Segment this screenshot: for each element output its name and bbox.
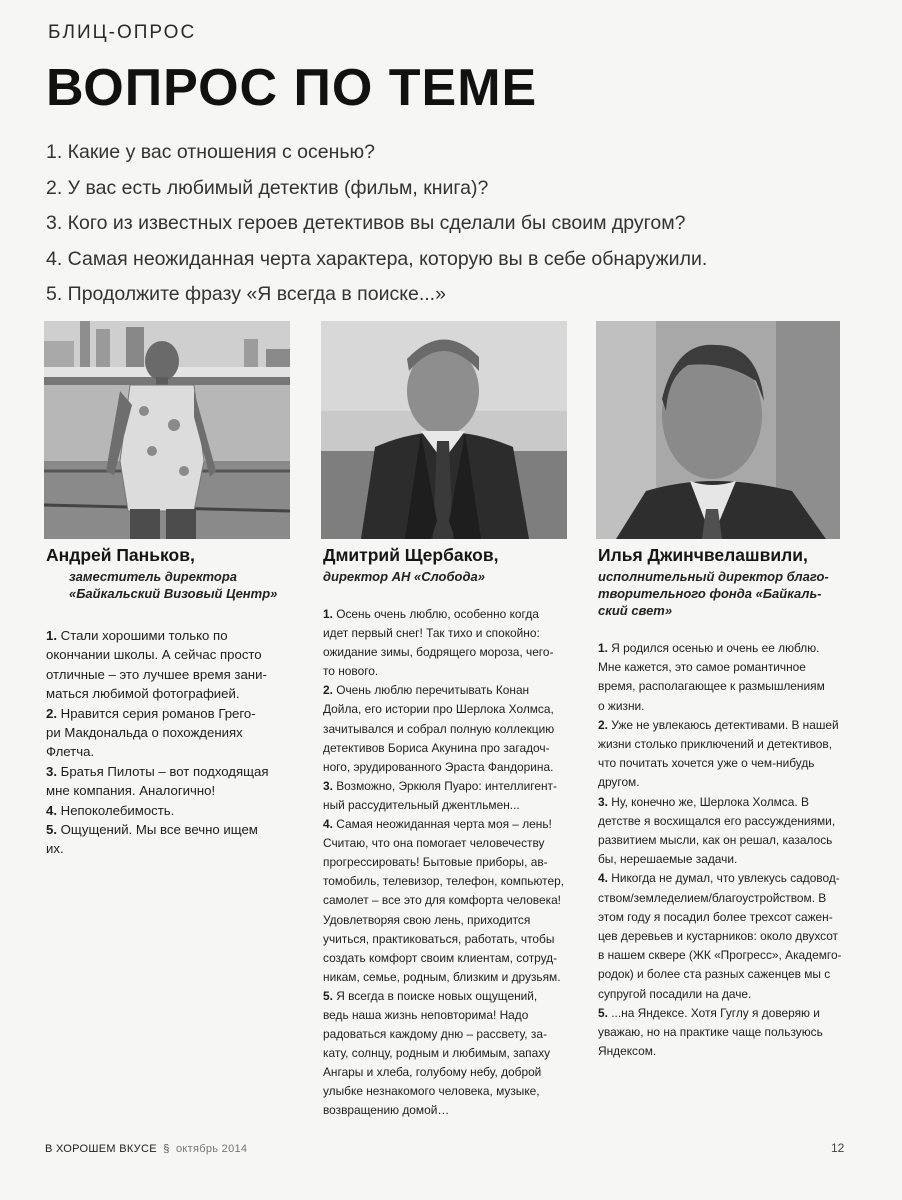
answer-line: детстве я восхищался его рассуждениями,	[598, 813, 836, 828]
answer-line: Стали хорошими только по	[60, 628, 228, 643]
answer-line: Ощущений. Мы все вечно ищем	[60, 822, 258, 838]
answer-5	[46, 820, 296, 859]
answer-line: возвращению домой…	[323, 1103, 450, 1118]
answer-number: 1.	[323, 607, 333, 621]
role-line: исполнительный директор благо-	[598, 569, 829, 584]
answer-line: Нравится серия романов Грего-	[60, 705, 256, 721]
answer-line: ведь наша жизнь неповторима! Надо	[323, 1007, 529, 1022]
answer-number: 2.	[46, 705, 57, 721]
question-2: 2. У вас есть любимый детектив (фильм, книга)?	[46, 176, 489, 199]
answer-line: маться любимой фотографией.	[46, 686, 240, 702]
answer-line: радоваться каждому дню – рассвету, за-	[323, 1027, 547, 1042]
answer-line: создать комфорт своим клиентам, сотруд-	[323, 950, 558, 965]
answer-line: отличные – это лучшее время зани-	[46, 666, 267, 682]
answer-line: о жизни.	[598, 698, 645, 713]
answers-list	[598, 639, 848, 1061]
answer-line: Считаю, что она помогает человечеству	[323, 836, 545, 851]
answer-line: Удовлетворяя свою лень, приходится	[323, 912, 531, 927]
answer-line: их.	[46, 841, 64, 857]
answer-line: Ангары и хлеба, голубому небу, доброй	[323, 1065, 542, 1080]
portrait-photo-pankov	[44, 321, 290, 539]
answer-line: детективов Бориса Акунина про загадоч-	[323, 740, 550, 755]
portrait-photo-dzhinchvelashvili	[596, 321, 840, 539]
footer-magazine	[45, 1143, 247, 1155]
answer-line: цев деревьев и кустарников: около двухсот	[598, 929, 839, 944]
answer-number: 4.	[598, 871, 608, 886]
answer-4	[598, 869, 848, 1003]
person-role	[598, 568, 848, 619]
answer-line: ного, эрудированного Эраста Фандорина.	[323, 759, 554, 774]
answer-number: 3.	[46, 763, 57, 779]
portrait-photo-shcherbakov	[321, 321, 567, 539]
answer-line: Непоколебимость.	[60, 802, 175, 818]
answer-line: ри Макдональда о похождениях	[46, 725, 243, 741]
answer-number: 4.	[323, 817, 333, 832]
answer-line: Самая неожиданная черта моя – лень!	[336, 817, 552, 832]
answer-number: 5.	[598, 1005, 608, 1020]
answer-line: родок) и более ста разных саженцев мы с	[598, 967, 831, 982]
answer-line: бы, нерешаемые задачи.	[598, 852, 738, 867]
page-number: 12	[831, 1141, 845, 1155]
answer-line: Я родился осенью и очень ее люблю.	[611, 641, 820, 655]
answer-line: никам, семье, родным, близким и друзьям.	[323, 969, 561, 984]
person-name: Андрей Паньков,	[46, 545, 195, 565]
answer-number: 1.	[46, 628, 57, 643]
answer-line: супругой посадили на даче.	[598, 986, 752, 1001]
answer-line: что почитать хочется уже о чем-нибудь	[598, 756, 815, 771]
question-3: 3. Кого из известных героев детективов вы сделали бы своим другом?	[46, 212, 686, 234]
answer-line: томобиль, телевизор, телефон, компьютер,	[323, 874, 565, 889]
answer-2	[598, 716, 848, 793]
answer-line: улыбке незнакомого человека, музыке,	[323, 1084, 540, 1099]
magazine-name: В ХОРОШЕМ ВКУСЕ	[45, 1143, 157, 1155]
role-line: заместитель директора	[69, 569, 238, 584]
answer-line: Осень очень люблю, особенно когда	[336, 607, 539, 621]
answer-1	[598, 639, 848, 716]
person-name: Дмитрий Щербаков,	[323, 545, 499, 565]
role-line: «Байкальский Визовый Центр»	[69, 586, 278, 601]
answer-line: ством/земледелием/благоустройством. В	[598, 890, 827, 905]
answer-line: Уже не увлекаюсь детективами. В нашей	[611, 717, 839, 732]
answer-line: ...на Яндексе. Хотя Гуглу я доверяю и	[611, 1005, 820, 1020]
answer-2	[46, 704, 296, 762]
issue-date: октябрь 2014	[176, 1143, 248, 1155]
answer-line: ожидание зимы, бодрящего мороза, чего-	[323, 645, 554, 660]
answer-5	[598, 1004, 848, 1062]
answer-number: 2.	[323, 683, 333, 698]
answer-2	[323, 681, 573, 776]
answer-number: 4.	[46, 802, 57, 818]
question-5: 5. Продолжите фразу «Я всегда в поиске...»	[46, 283, 446, 305]
answer-line: другом.	[598, 775, 640, 790]
person-column-1	[46, 545, 296, 859]
answer-5	[323, 987, 573, 1121]
answer-line: время, располагающее к размышлениям	[598, 679, 825, 694]
person-column-2	[323, 545, 573, 1121]
answer-number: 1.	[598, 641, 608, 655]
answer-line: идет первый снег! Так тихо и спокойно:	[323, 626, 540, 641]
answer-line: Никогда не думал, что увлекусь садовод-	[611, 871, 840, 886]
answer-line: Яндексом.	[598, 1044, 657, 1059]
answer-line: Мне кажется, это самое романтичное	[598, 660, 806, 675]
person-name: Илья Джинчвелашвили,	[598, 545, 808, 565]
answers-list	[323, 605, 573, 1121]
person-role	[69, 568, 296, 602]
person-role	[323, 568, 573, 585]
answer-line: Флетча.	[46, 744, 95, 760]
answer-line: Ну, конечно же, Шерлока Холмса. В	[611, 794, 809, 809]
answer-number: 2.	[598, 717, 608, 732]
answer-line: ный рассудительный джентльмен...	[323, 797, 520, 812]
question-1: 1. Какие у вас отношения с осенью?	[46, 141, 375, 163]
answer-line: в нашем сквере (ЖК «Прогресс», Академго-	[598, 948, 842, 963]
answer-number: 3.	[323, 778, 333, 793]
answer-line: кату, солнцу, родным и любимым, запаху	[323, 1046, 551, 1061]
answer-line: самолет – все это для комфорта человека!	[323, 893, 561, 908]
question-4: 4. Самая неожиданная черта характера, которую вы в себе обнаружили.	[46, 247, 708, 270]
answer-line: мне компания. Аналогично!	[46, 783, 216, 799]
answer-line: Я всегда в поиске новых ощущений,	[336, 988, 538, 1003]
answer-4	[46, 801, 296, 820]
answer-line: прогрессировать! Бытовые приборы, ав-	[323, 855, 548, 870]
section-mark: §	[163, 1143, 170, 1155]
answer-line: Возможно, Эркюля Пуаро: интеллигент-	[336, 778, 557, 793]
answer-3	[46, 762, 296, 801]
answer-4	[323, 815, 573, 987]
answer-1	[46, 626, 296, 704]
answer-3	[323, 777, 573, 815]
answer-line: жизни столько приключений и детективов,	[598, 737, 833, 752]
answer-1	[323, 605, 573, 681]
answer-line: окончании школы. А сейчас просто	[46, 647, 262, 663]
answer-line: уважаю, но на практике чаще пользуюсь	[598, 1025, 823, 1040]
answer-line: то нового.	[323, 664, 379, 679]
answer-number: 5.	[46, 822, 57, 838]
role-line: директор АН «Слобода»	[323, 569, 485, 584]
answer-line: этом году я посадил более трехсот сажен-	[598, 909, 833, 924]
answer-number: 5.	[323, 988, 333, 1003]
questions-list	[46, 138, 866, 316]
person-column-3	[598, 545, 848, 1061]
page-title: ВОПРОС ПО ТЕМЕ	[46, 59, 538, 117]
answer-line: развитием мысли, как он решал, казалось	[598, 833, 833, 848]
answer-line: Братья Пилоты – вот подходящая	[60, 763, 269, 779]
answer-3	[598, 793, 848, 870]
section-kicker: БЛИЦ-ОПРОС	[48, 22, 197, 43]
role-line: ский свет»	[598, 603, 673, 618]
role-line: творительного фонда «Байкаль-	[598, 586, 822, 601]
answer-line: зачитывался и собрал полную коллекцию	[323, 721, 555, 736]
answer-line: Дойла, его истории про Шерлока Холмса,	[323, 702, 554, 717]
answers-list	[46, 626, 296, 859]
answer-number: 3.	[598, 794, 608, 809]
answer-line: Очень люблю перечитывать Конан	[336, 683, 530, 698]
answer-line: учиться, практиковаться, работать, чтобы	[323, 931, 555, 946]
